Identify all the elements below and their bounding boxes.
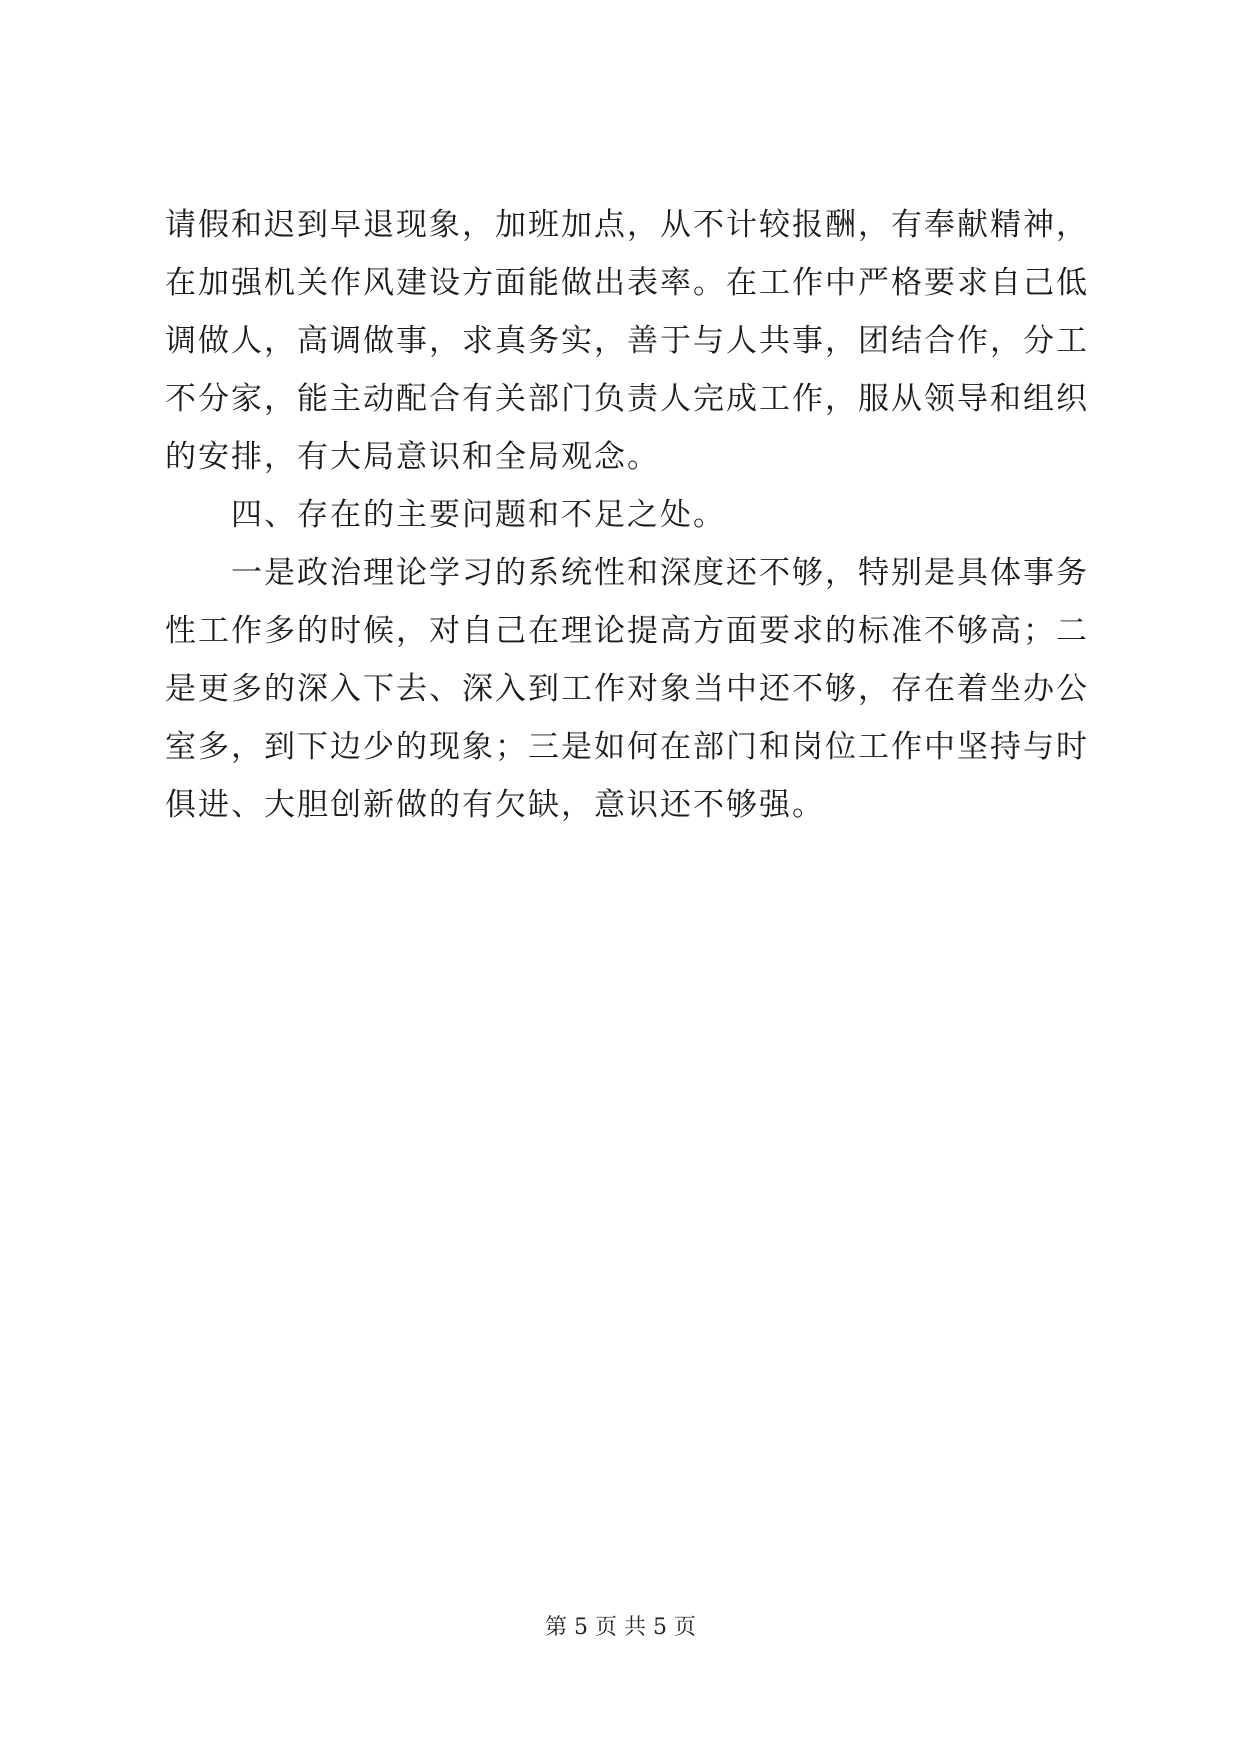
page-number-footer: 第 5 页 共 5 页 (545, 1615, 696, 1640)
text-line: 俱进、大胆创新做的有欠缺，意识还不够强。 (165, 787, 825, 823)
paragraph-work-attitude (165, 196, 1089, 486)
text-line: 的安排，有大局意识和全局观念。 (165, 439, 660, 475)
text-line: 性工作多的时候，对自己在理论提高方面要求的标准不够高；二 (165, 613, 1089, 649)
section-heading-problems: 四、存在的主要问题和不足之处。 (231, 497, 726, 533)
text-line: 调做人，高调做事，求真务实，善于与人共事，团结合作，分工 (165, 323, 1089, 359)
text-line: 一是政治理论学习的系统性和深度还不够，特别是具体事务 (231, 555, 1089, 591)
document-body (165, 196, 1089, 834)
paragraph-problems (165, 544, 1089, 834)
text-line: 是更多的深入下去、深入到工作对象当中还不够，存在着坐办公 (165, 671, 1089, 707)
text-line: 室多，到下边少的现象；三是如何在部门和岗位工作中坚持与时 (165, 729, 1089, 765)
text-line: 不分家，能主动配合有关部门负责人完成工作，服从领导和组织 (165, 381, 1089, 417)
text-line: 在加强机关作风建设方面能做出表率。在工作中严格要求自己低 (165, 265, 1089, 301)
text-line: 请假和迟到早退现象，加班加点，从不计较报酬，有奉献精神， (165, 207, 1089, 243)
